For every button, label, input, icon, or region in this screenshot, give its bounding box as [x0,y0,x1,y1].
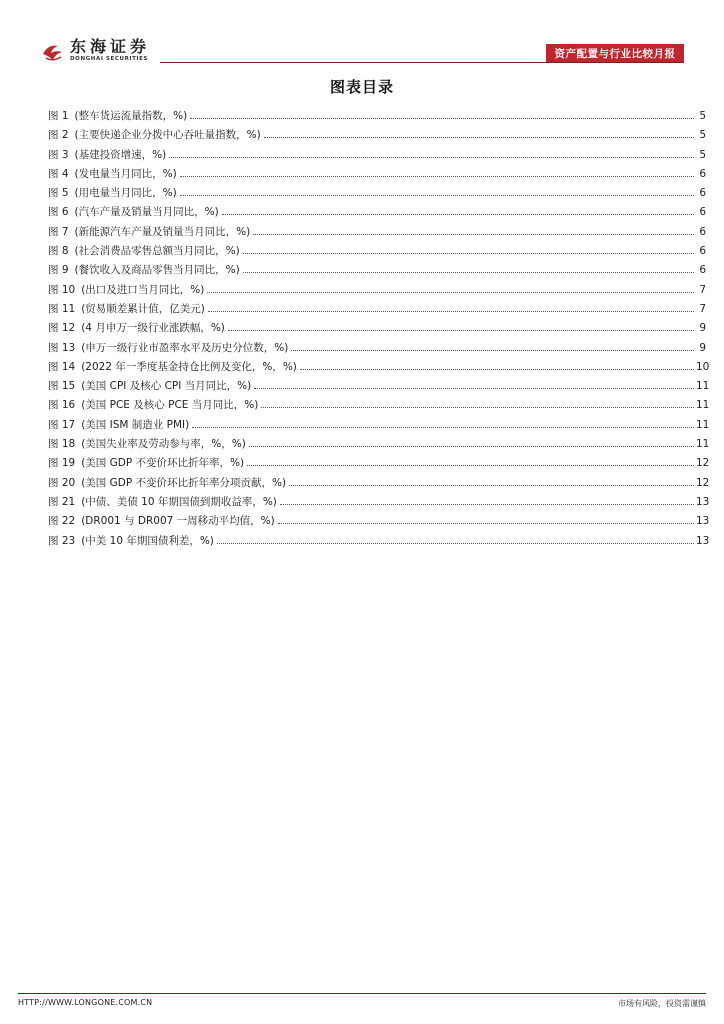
toc-dot-leader [243,272,694,273]
toc-page-number: 5 [699,129,706,142]
toc-figure-number: 图 16 [48,399,76,412]
toc-entry[interactable] [48,533,710,552]
toc-page-number: 13 [696,495,710,508]
toc-page-number: 11 [696,438,710,451]
toc-dot-leader [280,504,694,505]
toc-entry[interactable] [48,147,706,166]
toc-figure-number: 图 9 [48,264,69,277]
toc-dot-leader [192,427,694,428]
toc-page-number: 9 [699,341,706,354]
toc-dot-leader [222,214,694,215]
toc-figure-number: 图 20 [48,476,76,489]
toc-figure-number: 图 4 [48,167,69,180]
footer-url-link[interactable]: HTTP://WWW.LONGONE.COM.CN [18,998,153,1007]
header-divider [160,62,684,63]
toc-figure-number: 图 22 [48,515,76,528]
toc-figure-number: 图 14 [48,360,76,373]
toc-page-number: 11 [696,399,710,412]
toc-figure-title: (基建投资增速，%) [74,148,167,161]
toc-page-number: 6 [699,225,706,238]
toc-figure-title: (发电量当月同比，%) [74,167,177,180]
toc-figure-number: 图 6 [48,206,69,219]
toc-dot-leader [254,388,694,389]
toc-figure-number: 图 13 [48,341,76,354]
toc-dot-leader [249,446,694,447]
toc-entry[interactable] [48,417,710,436]
toc-figure-number: 图 21 [48,495,76,508]
toc-dot-leader [208,311,694,312]
toc-entry[interactable] [48,301,706,320]
toc-dot-leader [190,118,694,119]
toc-dot-leader [247,465,694,466]
toc-entry[interactable] [48,494,710,513]
toc-entry[interactable] [48,436,710,455]
toc-dot-leader [278,523,694,524]
toc-figure-number: 图 12 [48,322,76,335]
toc-entry[interactable] [48,262,706,281]
report-type-badge: 资产配置与行业比较月报 [546,44,684,62]
toc-figure-title: (美国 ISM 制造业 PMI) [81,418,190,431]
toc-entry[interactable] [48,243,706,262]
toc-figure-number: 图 2 [48,129,69,142]
toc-figure-title: (美国 GDP 不变价环比折年率分项贡献，%) [81,476,287,489]
toc-figure-title: (贸易顺差累计值，亿美元) [81,302,205,315]
toc-figure-title: (美国 GDP 不变价环比折年率，%) [81,457,245,470]
toc-entry[interactable] [48,475,710,494]
toc-entry[interactable] [48,185,706,204]
toc-page-number: 11 [696,418,710,431]
toc-dot-leader [169,157,694,158]
toc-dot-leader [228,330,694,331]
toc-figure-title: (DR001 与 DR007 一周移动平均值，%) [81,515,275,528]
company-logo [40,38,150,64]
toc-dot-leader [180,195,694,196]
page-title: 图表目录 [329,78,394,96]
toc-entry[interactable] [48,108,706,127]
toc-dot-leader [291,350,694,351]
toc-figure-number: 图 18 [48,438,76,451]
toc-figure-title: (新能源汽车产量及销量当月同比，%) [74,225,251,238]
toc-page-number: 6 [699,187,706,200]
toc-entry[interactable] [48,320,706,339]
logo-english-name: DONGHAI SECURITIES [70,56,148,63]
toc-figure-number: 图 11 [48,302,76,315]
toc-entry[interactable] [48,166,706,185]
toc-entry[interactable] [48,513,710,532]
toc-figure-number: 图 17 [48,418,76,431]
toc-list [48,108,710,552]
toc-page-number: 6 [699,245,706,258]
footer-disclaimer: 市场有风险，投资需谨慎 [618,999,706,1008]
toc-figure-title: (美国 CPI 及核心 CPI 当月同比，%) [81,380,252,393]
toc-dot-leader [243,253,694,254]
toc-entry[interactable] [48,340,706,359]
toc-dot-leader [180,176,694,177]
toc-figure-title: (申万一级行业市盈率水平及历史分位数，%) [81,341,289,354]
toc-entry[interactable] [48,397,710,416]
toc-figure-title: (美国失业率及劳动参与率，%，%) [81,438,246,451]
toc-figure-title: (美国 PCE 及核心 PCE 当月同比，%) [81,399,259,412]
toc-figure-title: (整车货运流量指数，%) [74,110,188,122]
toc-dot-leader [261,407,694,408]
toc-dot-leader [289,485,694,486]
toc-figure-title: (中债、美债 10 年期国债到期收益率，%) [81,495,277,508]
toc-figure-number: 图 1 [48,110,69,122]
toc-page-number: 6 [699,206,706,219]
toc-figure-title: (2022 年一季度基金持仓比例及变化，%，%) [81,360,297,373]
toc-entry[interactable] [48,224,706,243]
logo-chinese-name: 东海证券 [70,37,151,57]
toc-page-number: 12 [696,476,710,489]
toc-figure-title: (主要快递企业分拨中心吞吐量指数，%) [74,129,261,142]
toc-figure-number: 图 5 [48,187,69,200]
donghai-logo-icon [40,38,66,64]
toc-figure-number: 图 19 [48,457,76,470]
toc-figure-number: 图 3 [48,148,69,161]
toc-page-number: 7 [699,283,706,296]
page-header [0,0,724,62]
toc-figure-title: (4 月申万一级行业涨跌幅，%) [81,322,225,335]
toc-page-number: 6 [699,264,706,277]
toc-page-number: 13 [696,515,710,528]
toc-dot-leader [264,137,694,138]
toc-page-number: 5 [699,148,706,161]
toc-figure-title: (餐饮收入及商品零售当月同比，%) [74,264,240,277]
toc-figure-number: 图 7 [48,225,69,238]
toc-entry[interactable] [48,359,710,378]
toc-entry[interactable] [48,127,706,146]
toc-figure-title: (中美 10 年期国债利差，%) [81,534,214,547]
toc-page-number: 13 [696,534,710,547]
toc-page-number: 11 [696,380,710,393]
toc-page-number: 9 [699,322,706,335]
toc-figure-title: (用电量当月同比，%) [74,187,177,200]
toc-figure-number: 图 8 [48,245,69,258]
toc-entry[interactable] [48,455,710,474]
footer-divider [18,993,706,994]
toc-entry[interactable] [48,378,710,397]
toc-figure-title: (社会消费品零售总额当月同比，%) [74,245,240,258]
toc-page-number: 10 [696,360,710,373]
toc-page-number: 7 [699,302,706,315]
toc-figure-number: 图 23 [48,534,76,547]
toc-page-number: 5 [699,110,706,122]
toc-dot-leader [217,543,694,544]
toc-figure-number: 图 10 [48,283,76,296]
toc-figure-title: (出口及进口当月同比，%) [81,283,205,296]
toc-page-number: 12 [696,457,710,470]
toc-entry[interactable] [48,204,706,223]
toc-figure-number: 图 15 [48,380,76,393]
toc-dot-leader [207,292,694,293]
toc-figure-title: (汽车产量及销量当月同比，%) [74,206,219,219]
toc-page-number: 6 [699,167,706,180]
toc-dot-leader [253,234,694,235]
toc-dot-leader [300,369,694,370]
toc-entry[interactable] [48,282,706,301]
